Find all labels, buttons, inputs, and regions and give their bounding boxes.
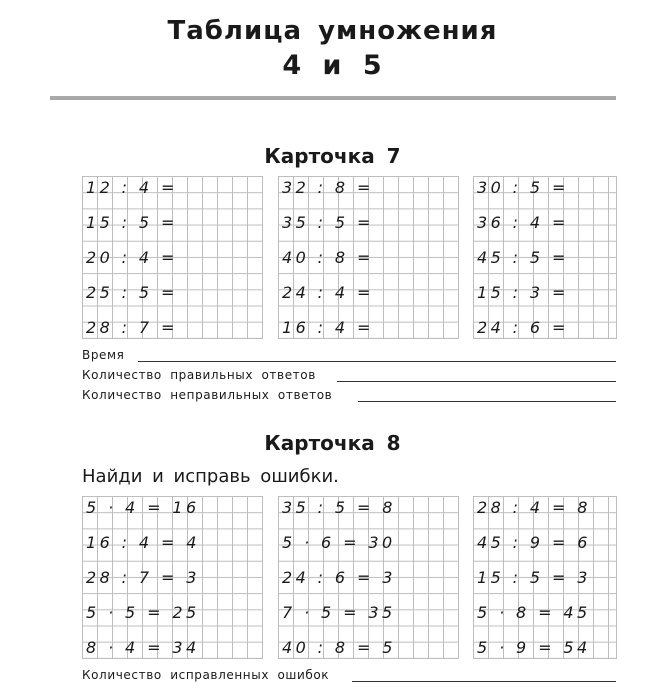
incorrect-answers-blank[interactable] (358, 401, 616, 402)
exercise: 5 · 6 = 30 (282, 533, 396, 552)
exercise: 28 : 4 = 8 (477, 498, 591, 517)
exercise: 15 : 5 = (86, 213, 178, 232)
title-line-1: Таблица умножения (167, 16, 498, 46)
exercise: 40 : 8 = (282, 248, 374, 267)
exercise: 45 : 5 = (477, 248, 569, 267)
exercise: 25 : 5 = (86, 283, 178, 302)
exercise: 35 : 5 = (282, 213, 374, 232)
card-7-title: Карточка 7 (264, 144, 401, 168)
exercise: 20 : 4 = (86, 248, 178, 267)
exercise: 16 : 4 = 4 (86, 533, 200, 552)
exercise: 5 · 5 = 25 (86, 603, 200, 622)
exercise: 24 : 4 = (282, 283, 374, 302)
exercise: 36 : 4 = (477, 213, 569, 232)
correct-answers-blank[interactable] (337, 381, 616, 382)
exercise: 32 : 8 = (282, 178, 374, 197)
time-blank[interactable] (138, 361, 616, 362)
exercise: 40 : 8 = 5 (282, 638, 396, 657)
exercise: 5 · 9 = 54 (477, 638, 591, 657)
exercise: 30 : 5 = (477, 178, 569, 197)
card-8-instruction: Найди и исправь ошибки. (82, 466, 339, 487)
exercise: 35 : 5 = 8 (282, 498, 396, 517)
corrected-errors-blank[interactable] (352, 681, 616, 682)
exercise: 7 · 5 = 35 (282, 603, 396, 622)
exercise: 5 · 8 = 45 (477, 603, 591, 622)
exercise: 8 · 4 = 34 (86, 638, 200, 657)
exercise: 28 : 7 = (86, 318, 178, 337)
exercise: 24 : 6 = (477, 318, 569, 337)
exercise: 45 : 9 = 6 (477, 533, 591, 552)
exercise: 28 : 7 = 3 (86, 568, 200, 587)
exercise: 24 : 6 = 3 (282, 568, 396, 587)
exercise: 5 · 4 = 16 (86, 498, 200, 517)
card-8-title: Карточка 8 (264, 431, 401, 455)
incorrect-answers-label: Количество неправильных ответов (82, 388, 333, 402)
title-line-2: 4 и 5 (282, 50, 383, 81)
exercise: 16 : 4 = (282, 318, 374, 337)
exercise: 15 : 3 = (477, 283, 569, 302)
corrected-errors-label: Количество исправленных ошибок (82, 668, 330, 682)
exercise: 12 : 4 = (86, 178, 178, 197)
time-label: Время (82, 348, 125, 362)
exercise: 15 : 5 = 3 (477, 568, 591, 587)
correct-answers-label: Количество правильных ответов (82, 368, 316, 382)
header-divider (50, 96, 616, 100)
